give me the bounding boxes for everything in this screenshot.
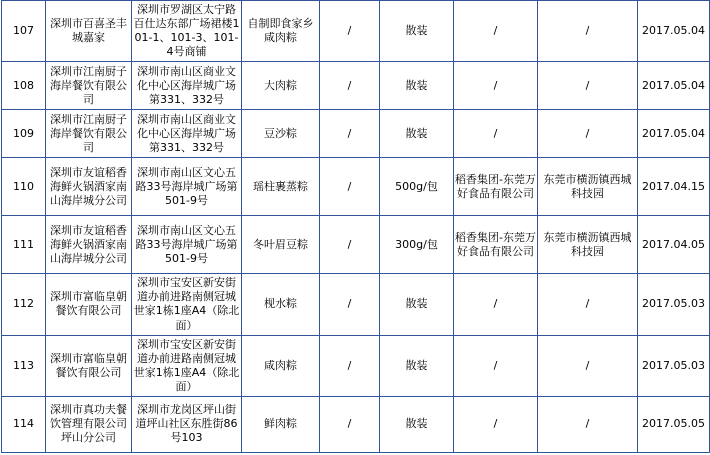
cell-maker: / [454, 1, 538, 62]
cell-company: 深圳市百喜圣丰城嘉家 [46, 1, 132, 62]
table-row [2, 274, 710, 335]
cell-address: 深圳市宝安区新安街道办前进路南侧冠城世家1栋1座A4（除北面） [132, 335, 242, 396]
cell-index: 107 [2, 1, 46, 62]
cell-date: 2017.05.03 [638, 335, 710, 396]
cell-index: 109 [2, 110, 46, 158]
cell-index: 108 [2, 62, 46, 110]
cell-place: / [538, 1, 638, 62]
table-row [2, 158, 710, 216]
cell-trademark: / [320, 274, 380, 335]
table-row [2, 216, 710, 274]
cell-spec: 散装 [380, 335, 454, 396]
cell-product: 大肉粽 [242, 62, 320, 110]
cell-maker: / [454, 110, 538, 158]
cell-maker: / [454, 62, 538, 110]
table-row [2, 335, 710, 396]
cell-maker: / [454, 396, 538, 452]
cell-place: 东莞市横沥镇西城科技园 [538, 216, 638, 274]
cell-spec: 散装 [380, 62, 454, 110]
cell-date: 2017.04.15 [638, 158, 710, 216]
cell-trademark: / [320, 62, 380, 110]
cell-spec: 散装 [380, 396, 454, 452]
cell-date: 2017.05.04 [638, 110, 710, 158]
cell-product: 豆沙粽 [242, 110, 320, 158]
cell-index: 110 [2, 158, 46, 216]
cell-date: 2017.04.05 [638, 216, 710, 274]
cell-spec: 散装 [380, 110, 454, 158]
cell-spec: 500g/包 [380, 158, 454, 216]
cell-index: 114 [2, 396, 46, 452]
cell-product: 鲜肉粽 [242, 396, 320, 452]
cell-company: 深圳市友谊稻香海鲜火锅酒家南山海岸城分公司 [46, 216, 132, 274]
cell-place: / [538, 396, 638, 452]
cell-place: / [538, 335, 638, 396]
cell-company: 深圳市江南厨子海岸餐饮有限公司 [46, 62, 132, 110]
cell-address: 深圳市龙岗区坪山街道坪山社区东胜街86号103 [132, 396, 242, 452]
cell-address: 深圳市南山区文心五路33号海岸城广场第501-9号 [132, 158, 242, 216]
cell-trademark: / [320, 158, 380, 216]
cell-maker: 稻香集团-东莞万好食品有限公司 [454, 216, 538, 274]
cell-index: 112 [2, 274, 46, 335]
food-inspection-table [1, 0, 710, 453]
cell-product: 瑶柱裹蒸粽 [242, 158, 320, 216]
cell-product: 自制即食家乡咸肉粽 [242, 1, 320, 62]
cell-trademark: / [320, 110, 380, 158]
cell-index: 111 [2, 216, 46, 274]
cell-product: 咸肉粽 [242, 335, 320, 396]
cell-index: 113 [2, 335, 46, 396]
cell-place: / [538, 62, 638, 110]
cell-place: / [538, 274, 638, 335]
cell-place: 东莞市横沥镇西城科技园 [538, 158, 638, 216]
table-row [2, 1, 710, 62]
cell-address: 深圳市南山区商业文化中心区海岸城广场第331、332号 [132, 110, 242, 158]
cell-product: 枧水粽 [242, 274, 320, 335]
cell-address: 深圳市罗湖区太宁路百仕达东部广场裙楼101-1、101-3、101-4号商铺 [132, 1, 242, 62]
cell-company: 深圳市友谊稻香海鲜火锅酒家南山海岸城分公司 [46, 158, 132, 216]
cell-date: 2017.05.04 [638, 62, 710, 110]
cell-maker: 稻香集团-东莞万好食品有限公司 [454, 158, 538, 216]
cell-maker: / [454, 274, 538, 335]
cell-spec: 散装 [380, 1, 454, 62]
cell-trademark: / [320, 335, 380, 396]
cell-trademark: / [320, 216, 380, 274]
cell-company: 深圳市真功夫餐饮管理有限公司坪山分公司 [46, 396, 132, 452]
cell-date: 2017.05.04 [638, 1, 710, 62]
cell-trademark: / [320, 1, 380, 62]
table-row [2, 396, 710, 452]
table-row [2, 62, 710, 110]
cell-product: 冬叶眉豆粽 [242, 216, 320, 274]
cell-trademark: / [320, 396, 380, 452]
cell-place: / [538, 110, 638, 158]
cell-company: 深圳市江南厨子海岸餐饮有限公司 [46, 110, 132, 158]
cell-date: 2017.05.03 [638, 274, 710, 335]
table-row [2, 110, 710, 158]
cell-company: 深圳市富临皇朝餐饮有限公司 [46, 335, 132, 396]
cell-address: 深圳市宝安区新安街道办前进路南侧冠城世家1栋1座A4（除北面） [132, 274, 242, 335]
cell-company: 深圳市富临皇朝餐饮有限公司 [46, 274, 132, 335]
cell-address: 深圳市南山区文心五路33号海岸城广场第501-9号 [132, 216, 242, 274]
cell-address: 深圳市南山区商业文化中心区海岸城广场第331、332号 [132, 62, 242, 110]
cell-spec: 散装 [380, 274, 454, 335]
cell-maker: / [454, 335, 538, 396]
cell-date: 2017.05.05 [638, 396, 710, 452]
cell-spec: 300g/包 [380, 216, 454, 274]
table-body [2, 1, 710, 453]
